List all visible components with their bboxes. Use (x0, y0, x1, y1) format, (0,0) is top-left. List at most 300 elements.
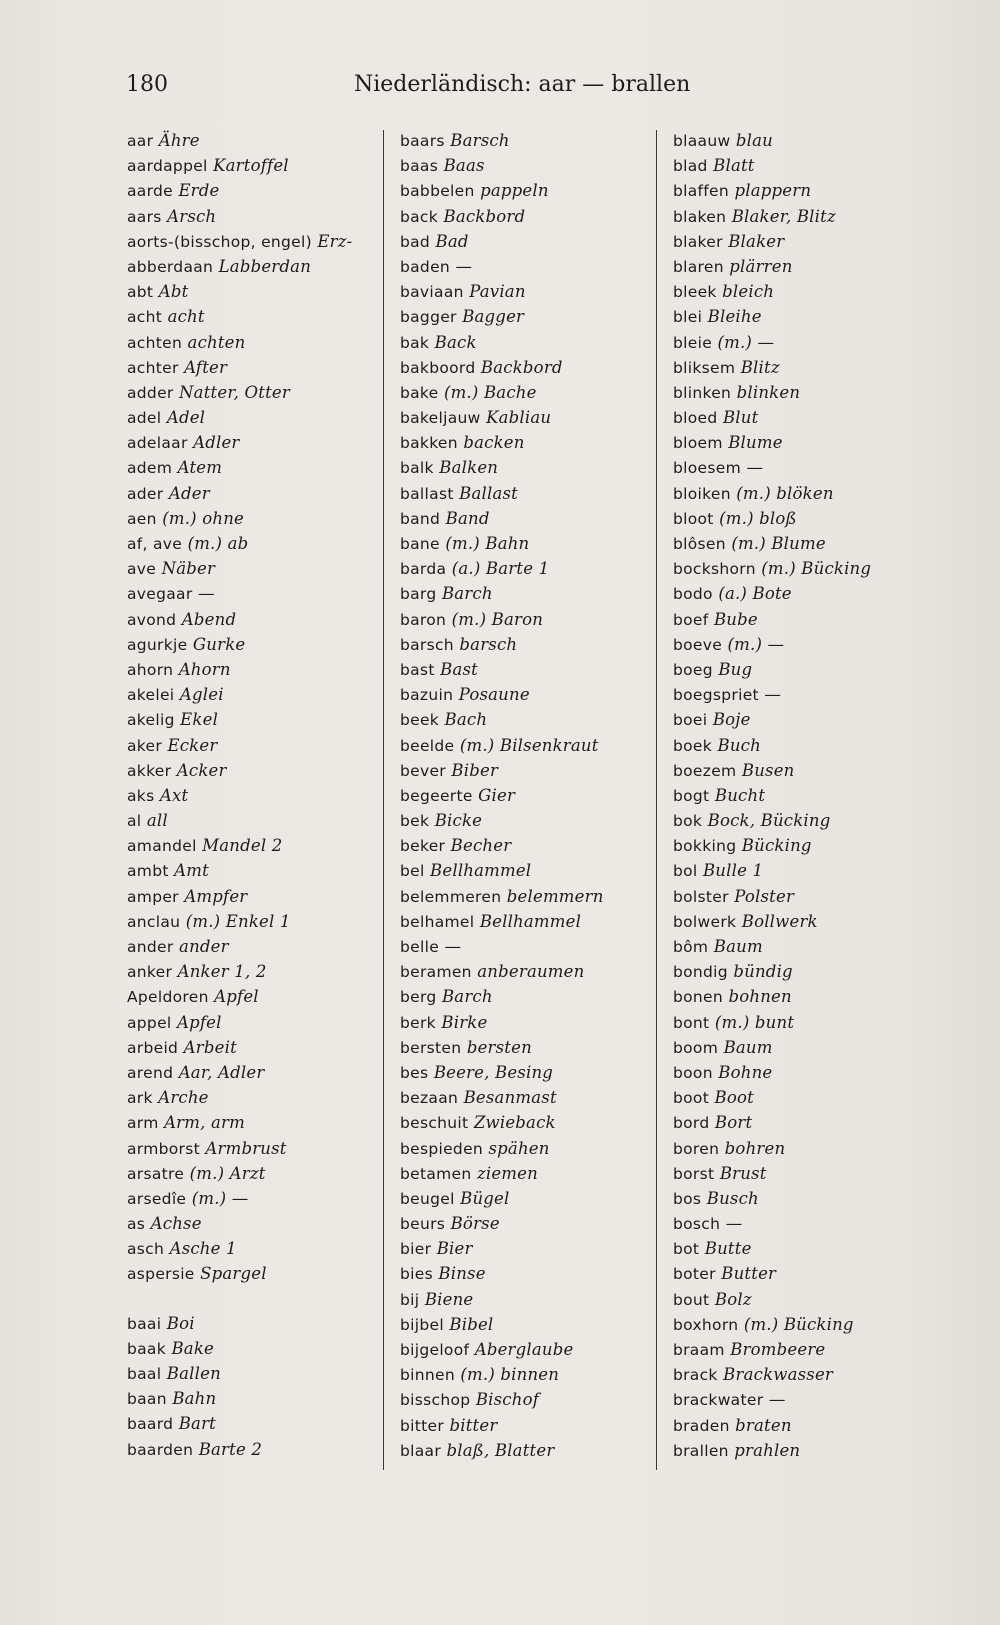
entry-term: bonen (673, 988, 724, 1007)
entry-term: aker (127, 736, 163, 755)
entry-term: achter (127, 358, 179, 377)
entry-term: bever (400, 761, 446, 780)
dictionary-entry (673, 279, 943, 304)
entry-term: boter (673, 1265, 716, 1284)
dictionary-entry (400, 430, 640, 455)
dictionary-entry (673, 808, 943, 833)
entry-translation: Boi (166, 1313, 195, 1333)
entry-term: boeg (673, 660, 713, 679)
entry-term: blaker (673, 232, 723, 251)
entry-term: baarden (127, 1440, 194, 1459)
dictionary-entry (127, 1136, 377, 1161)
entry-translation: Bahn (172, 1389, 217, 1409)
dictionary-entry (127, 707, 377, 732)
dictionary-entry (400, 1110, 640, 1135)
dictionary-entry (127, 355, 377, 380)
entry-term: beker (400, 837, 446, 856)
entry-term: bok (673, 812, 703, 831)
entry-term: amper (127, 887, 179, 906)
dictionary-entry (127, 1361, 377, 1386)
entry-term: bane (400, 535, 440, 553)
entry-term: baars (400, 132, 445, 150)
dictionary-entry (127, 279, 377, 304)
dictionary-entry (400, 405, 640, 430)
entry-translation: Posaune (458, 685, 530, 705)
dictionary-entry (127, 1211, 377, 1236)
entry-term: bezaan (400, 1089, 459, 1108)
entry-translation: Natter, Otter (179, 382, 290, 402)
dictionary-entry (127, 758, 377, 783)
entry-translation: After (184, 357, 228, 377)
dictionary-entry (127, 178, 377, 203)
dictionary-entry (673, 229, 943, 254)
entry-term: boot (673, 1089, 710, 1108)
dictionary-entry (673, 304, 943, 329)
column-divider (383, 130, 384, 1470)
entry-translation: Birke (441, 1012, 488, 1032)
entry-translation: — (725, 1214, 743, 1234)
entry-translation: Arm, arm (164, 1113, 245, 1133)
entry-translation: Bucht (714, 785, 766, 805)
entry-translation: backen (463, 433, 525, 453)
entry-term: bleie (673, 333, 713, 352)
entry-term: af, ave (127, 535, 183, 553)
entry-term: arsatre (127, 1164, 185, 1183)
entry-translation: Gier (478, 785, 516, 805)
entry-term: bôm (673, 938, 709, 956)
entry-translation: Barte 2 (198, 1439, 263, 1459)
entry-translation: pappeln (480, 181, 549, 201)
entry-translation: Butte (704, 1239, 752, 1259)
dictionary-entry (400, 1287, 640, 1312)
entry-term: bitter (400, 1416, 445, 1435)
entry-translation: Arche (158, 1088, 209, 1108)
dictionary-entry (400, 506, 640, 531)
entry-term: bolster (673, 887, 729, 906)
entry-translation: — (764, 685, 782, 705)
entry-translation: Adel (166, 408, 206, 428)
entry-term: bleek (673, 283, 717, 302)
dictionary-entry (673, 858, 943, 883)
entry-translation: Backbord (480, 357, 563, 377)
entry-translation: Bellhammel (430, 861, 532, 881)
entry-translation: (m.) Arzt (189, 1163, 266, 1183)
page-header (126, 72, 691, 106)
dictionary-entry (400, 1312, 640, 1337)
dictionary-entry (127, 1035, 377, 1060)
entry-translation: Erz- (317, 231, 353, 251)
entry-translation: Börse (450, 1214, 500, 1234)
entry-term: bagger (400, 308, 457, 327)
entry-translation: — (768, 1390, 786, 1410)
entry-term: baard (127, 1415, 174, 1434)
dictionary-entry (673, 1287, 943, 1312)
entry-term: arm (127, 1114, 159, 1133)
entry-term: Apeldoren (127, 988, 209, 1007)
entry-translation: Bort (714, 1113, 753, 1133)
entry-translation: — (746, 458, 764, 478)
entry-term: appel (127, 1013, 172, 1032)
entry-translation: Biber (451, 760, 499, 780)
dictionary-entry (673, 1438, 943, 1463)
entry-term: boeve (673, 635, 723, 654)
entry-translation: Anker 1, 2 (177, 962, 267, 982)
dictionary-entry (673, 531, 943, 556)
entry-term: belemmeren (400, 887, 502, 906)
dictionary-entry (673, 1060, 943, 1085)
entry-term: bondig (673, 963, 728, 982)
entry-translation: Zwieback (473, 1113, 556, 1133)
dictionary-entry (673, 1211, 943, 1236)
entry-translation: Blume (728, 433, 783, 453)
dictionary-entry (673, 657, 943, 682)
entry-translation: (m.) — (191, 1188, 249, 1208)
entry-translation: Labberdan (218, 256, 312, 276)
entry-term: blinken (673, 383, 732, 402)
entry-term: boek (673, 736, 713, 755)
entry-translation: Mandel 2 (202, 836, 283, 856)
dictionary-entry (400, 1387, 640, 1412)
entry-term: beschuit (400, 1114, 469, 1133)
dictionary-entry (400, 1438, 640, 1463)
entry-term: ander (127, 938, 174, 956)
entry-translation: Busen (741, 760, 795, 780)
entry-translation: Ampfer (184, 886, 248, 906)
entry-term: aks (127, 786, 155, 805)
entry-term: barda (400, 560, 447, 579)
entry-translation: Binse (438, 1264, 486, 1284)
dictionary-entry (673, 934, 943, 959)
entry-term: asch (127, 1240, 165, 1259)
dictionary-entry (400, 229, 640, 254)
dictionary-entry (673, 632, 943, 657)
dictionary-entry (673, 380, 943, 405)
dictionary-entry (127, 153, 377, 178)
dictionary-entry (673, 833, 943, 858)
entry-term: bloiken (673, 484, 731, 503)
dictionary-entry (127, 1186, 377, 1211)
entry-translation: Brombeere (730, 1340, 826, 1359)
entry-term: barsch (400, 635, 454, 654)
dictionary-entry (673, 1312, 943, 1337)
dictionary-entry (127, 481, 377, 506)
entry-term: boren (673, 1139, 720, 1158)
running-title: Niederländisch: aar — brallen (354, 72, 691, 97)
entry-translation: Spargel (200, 1264, 267, 1284)
entry-term: bord (673, 1114, 710, 1133)
entry-translation: Ballast (459, 483, 519, 503)
dictionary-entry (127, 531, 377, 556)
entry-translation: Bier (436, 1239, 473, 1259)
dictionary-entry (400, 1413, 640, 1438)
dictionary-entry (127, 833, 377, 858)
entry-translation: (m.) bunt (714, 1012, 795, 1032)
entry-term: ave (127, 560, 157, 579)
dictionary-entry (673, 128, 943, 153)
entry-term: adelaar (127, 434, 188, 453)
dictionary-entry (127, 984, 377, 1009)
entry-translation: Acker (176, 760, 227, 780)
dictionary-entry (673, 607, 943, 632)
entry-translation: Busch (706, 1188, 759, 1208)
entry-term: anclau (127, 912, 181, 931)
dictionary-entry (673, 405, 943, 430)
entry-term: bies (400, 1265, 433, 1284)
entry-translation: Bock, Bücking (707, 811, 831, 831)
entry-term: brack (673, 1366, 718, 1385)
entry-translation: (m.) — (717, 332, 775, 352)
entry-term: braam (673, 1341, 725, 1359)
entry-term: ballast (400, 484, 454, 503)
dictionary-entry (127, 909, 377, 934)
dictionary-entry (127, 1060, 377, 1085)
entry-translation: Brackwasser (723, 1365, 834, 1385)
entry-translation: (m.) Baron (451, 609, 544, 629)
entry-translation: anberaumen (477, 962, 585, 982)
entry-term: achten (127, 333, 183, 352)
dictionary-entry (673, 758, 943, 783)
dictionary-entry (127, 1161, 377, 1186)
dictionary-entry (673, 1413, 943, 1438)
entry-term: aorts-(bisschop, engel) (127, 232, 312, 251)
entry-term: blôsen (673, 535, 726, 553)
entry-translation: Biene (424, 1289, 474, 1309)
entry-translation: Bücking (741, 836, 812, 856)
entry-translation: ander (179, 937, 229, 956)
dictionary-entry (673, 1161, 943, 1186)
entry-translation: bitter (449, 1415, 498, 1435)
dictionary-entry (400, 1236, 640, 1261)
entry-term: amandel (127, 837, 197, 856)
entry-translation: Bube (713, 609, 758, 629)
dictionary-entry (400, 833, 640, 858)
dictionary-entry (400, 380, 640, 405)
entry-term: bos (673, 1189, 702, 1208)
entry-term: bel (400, 862, 425, 881)
entry-term: aen (127, 509, 157, 528)
dictionary-column-3 (673, 128, 943, 1463)
entry-term: brallen (673, 1441, 729, 1460)
entry-term: beugel (400, 1189, 455, 1208)
entry-term: baai (127, 1314, 162, 1333)
entry-term: akelig (127, 711, 175, 730)
entry-translation: Abt (158, 282, 189, 302)
entry-translation: Apfel (176, 1012, 222, 1032)
dictionary-entry (127, 1437, 377, 1462)
dictionary-entry (673, 254, 943, 279)
entry-translation: Baum (723, 1037, 773, 1057)
entry-term: baas (400, 157, 439, 176)
entry-term: bosch (673, 1215, 721, 1234)
dictionary-entry (673, 682, 943, 707)
entry-translation: Baum (713, 937, 763, 956)
column-divider (656, 130, 657, 1470)
entry-translation: achten (187, 332, 246, 352)
entry-term: barg (400, 585, 437, 604)
entry-term: bake (400, 383, 439, 402)
entry-term: baden (400, 257, 451, 276)
entry-translation: (m.) ohne (162, 508, 244, 528)
dictionary-entry (400, 1186, 640, 1211)
entry-term: bakken (400, 434, 458, 453)
dictionary-entry (400, 1010, 640, 1035)
dictionary-entry (127, 884, 377, 909)
entry-term: baal (127, 1365, 162, 1383)
entry-translation: Bad (435, 231, 469, 251)
entry-term: blad (673, 157, 708, 176)
entry-term: blaauw (673, 132, 731, 150)
entry-term: bad (400, 232, 431, 251)
entry-term: abt (127, 283, 154, 302)
entry-translation: (a.) Bote (718, 584, 792, 604)
dictionary-entry (127, 506, 377, 531)
dictionary-entry (400, 254, 640, 279)
dictionary-entry (673, 153, 943, 178)
entry-term: bot (673, 1240, 700, 1259)
entry-translation: (m.) bloß (719, 508, 797, 528)
entry-term: blaar (400, 1441, 442, 1460)
entry-translation: (m.) blöken (736, 483, 834, 503)
entry-term: bakeljauw (400, 409, 481, 428)
entry-translation: acht (167, 307, 205, 327)
entry-translation: Aar, Adler (178, 1062, 265, 1082)
entry-translation: Backbord (443, 206, 526, 226)
dictionary-entry (127, 405, 377, 430)
dictionary-entry (400, 355, 640, 380)
dictionary-entry (673, 1362, 943, 1387)
entry-term: bek (400, 812, 430, 831)
entry-translation: Barch (441, 584, 493, 604)
entry-translation: Achse (150, 1214, 202, 1234)
entry-term: bol (673, 862, 698, 881)
entry-term: boef (673, 610, 709, 629)
dictionary-entry (127, 1336, 377, 1361)
entry-term: adem (127, 459, 173, 478)
entry-term: berg (400, 988, 437, 1007)
dictionary-entry (673, 984, 943, 1009)
entry-term: arsedîe (127, 1189, 187, 1208)
entry-translation: Kabliau (486, 408, 552, 428)
entry-translation: Bast (440, 659, 479, 679)
dictionary-entry (127, 380, 377, 405)
entry-term: agurkje (127, 635, 188, 654)
dictionary-entry (127, 204, 377, 229)
dictionary-entry (400, 607, 640, 632)
entry-translation: Balken (439, 458, 499, 478)
entry-term: belhamel (400, 912, 475, 931)
dictionary-entry (400, 1337, 640, 1362)
entry-term: baron (400, 610, 447, 629)
entry-term: bloesem (673, 459, 741, 478)
dictionary-entry (400, 153, 640, 178)
dictionary-entry (127, 128, 377, 153)
entry-term: bes (400, 1063, 429, 1082)
dictionary-entry (673, 733, 943, 758)
entry-translation: Ekel (180, 710, 219, 730)
dictionary-entry (400, 1211, 640, 1236)
entry-term: bijbel (400, 1315, 444, 1334)
entry-term: bogt (673, 786, 710, 805)
dictionary-entry (673, 1236, 943, 1261)
entry-term: bliksem (673, 358, 736, 377)
entry-translation: (m.) ab (187, 534, 249, 553)
dictionary-entry (127, 808, 377, 833)
entry-translation: blaß, Blatter (446, 1440, 555, 1460)
dictionary-entry (400, 330, 640, 355)
dictionary-entry (127, 934, 377, 959)
entry-term: akker (127, 761, 172, 780)
entry-translation: belemmern (506, 886, 604, 906)
dictionary-entry (127, 959, 377, 984)
dictionary-entry (400, 1060, 640, 1085)
entry-translation: spähen (488, 1138, 550, 1158)
entry-term: bisschop (400, 1391, 471, 1410)
entry-term: bier (400, 1240, 432, 1259)
dictionary-entry (673, 355, 943, 380)
entry-translation: Arsch (167, 206, 217, 226)
entry-term: adel (127, 409, 162, 428)
dictionary-entry (127, 632, 377, 657)
dictionary-entry (400, 128, 640, 153)
entry-term: bak (400, 333, 430, 352)
dictionary-entry (400, 909, 640, 934)
entry-term: bloem (673, 434, 723, 453)
entry-translation: Back (434, 332, 477, 352)
dictionary-column-1 (127, 128, 377, 1462)
dictionary-entry (673, 330, 943, 355)
entry-term: bolwerk (673, 912, 737, 931)
entry-translation: Armbrust (205, 1138, 287, 1158)
entry-translation: Buch (717, 735, 761, 755)
dictionary-entry (673, 1337, 943, 1362)
entry-translation: Blitz (740, 357, 780, 377)
dictionary-entry (127, 330, 377, 355)
dictionary-entry (400, 531, 640, 556)
entry-term: bloed (673, 409, 718, 428)
entry-term: arend (127, 1063, 174, 1082)
entry-term: begeerte (400, 786, 473, 805)
dictionary-entry (127, 657, 377, 682)
entry-translation: Amt (174, 861, 209, 881)
dictionary-entry (673, 178, 943, 203)
entry-translation: Ahorn (178, 659, 231, 679)
entry-translation: (m.) Bücking (743, 1314, 854, 1334)
entry-term: aardappel (127, 157, 208, 176)
dictionary-entry (673, 1261, 943, 1286)
dictionary-entry (673, 959, 943, 984)
entry-translation: Butter (721, 1264, 777, 1284)
dictionary-entry (673, 884, 943, 909)
entry-term: berk (400, 1013, 436, 1032)
dictionary-entry (127, 430, 377, 455)
entry-term: belle (400, 938, 440, 956)
dictionary-entry (400, 1136, 640, 1161)
dictionary-entry (673, 506, 943, 531)
dictionary-entry (400, 783, 640, 808)
entry-translation: (m.) binnen (460, 1365, 560, 1385)
entry-term: baviaan (400, 283, 464, 302)
dictionary-entry (127, 1085, 377, 1110)
entry-term: bout (673, 1290, 710, 1309)
entry-term: bij (400, 1290, 420, 1309)
dictionary-entry (400, 204, 640, 229)
dictionary-entry (673, 556, 943, 581)
entry-term: bloot (673, 509, 714, 528)
dictionary-entry (400, 1085, 640, 1110)
dictionary-entry (400, 1035, 640, 1060)
dictionary-entry (127, 556, 377, 581)
entry-translation: ziemen (476, 1163, 538, 1183)
